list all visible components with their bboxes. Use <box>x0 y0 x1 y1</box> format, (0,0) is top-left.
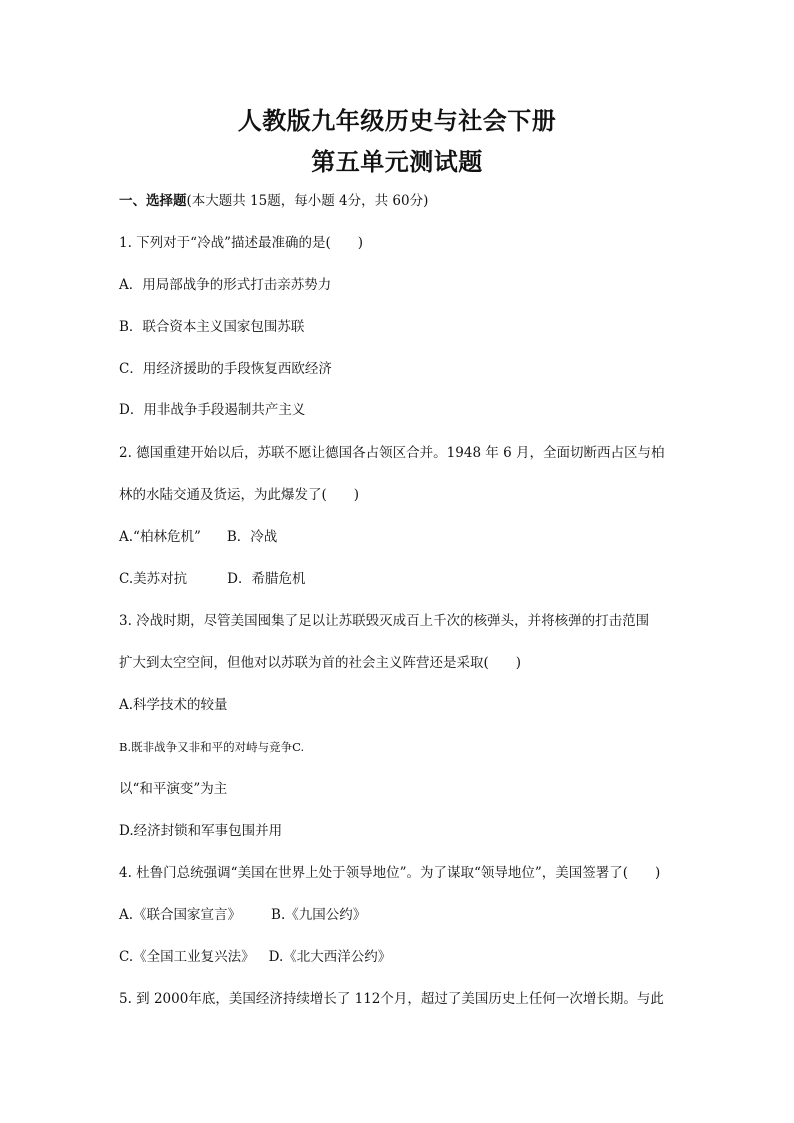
question-2-options-row-1 <box>119 528 277 546</box>
question-4-option-a: A.《联合国家宣言》 <box>119 907 242 923</box>
question-4-options-row-2 <box>119 948 391 966</box>
question-2-option-d: D．希腊危机 <box>227 571 306 587</box>
question-4-option-c: C.《全国工业复兴法》 <box>119 949 255 965</box>
question-3-stem-line-2: 扩大到太空空间，但他对以苏联为首的社会主义阵营还是采取( ) <box>119 655 522 671</box>
question-2-stem-line-2: 林的水陆交通及货运，为此爆发了( ) <box>119 487 360 503</box>
question-4-option-d: D.《北大西洋公约》 <box>268 949 392 965</box>
question-4-option-b: B.《九国公约》 <box>271 907 367 923</box>
question-5-stem-line-1: 5. 到 2000年底，美国经济持续增长了 112个月，超过了美国历史上任何一次增长期。与此 <box>119 991 664 1007</box>
question-2-option-c: C.美苏对抗 <box>119 571 188 587</box>
question-2-option-b: B．冷战 <box>226 529 278 545</box>
question-4-options-row-1 <box>119 906 366 924</box>
question-1-option-d: D．用非战争手段遏制共产主义 <box>119 402 306 418</box>
question-1-option-c: C．用经济援助的手段恢复西欧经济 <box>119 361 332 377</box>
section-heading <box>119 192 428 210</box>
question-1-option-b: B．联合资本主义国家包围苏联 <box>119 319 305 335</box>
question-3-option-c: 以“和平演变”为主 <box>119 781 228 797</box>
question-3-stem-line-1: 3. 冷战时期，尽管美国囤集了足以让苏联毁灭成百上千次的核弹头，并将核弹的打击范围 <box>119 613 650 629</box>
question-2-option-a: A.“柏林危机” <box>119 529 201 545</box>
question-2-options-row-2 <box>119 570 305 588</box>
page-subtitle: 第五单元测试题 <box>311 147 483 176</box>
section-label: 一、选择题 <box>119 193 187 209</box>
question-3-option-d: D.经济封锁和军事包围并用 <box>119 823 283 839</box>
question-1-option-a: A．用局部战争的形式打击亲苏势力 <box>119 277 332 293</box>
question-2-stem-line-1: 2. 德国重建开始以后，苏联不愿让德国各占领区合并。1948 年 6 月，全面切断西占区与柏 <box>119 445 665 461</box>
question-3-option-b: B.既非战争又非和平的对峙与竞争C. <box>119 740 305 754</box>
section-note: (本大题共 15题，每小题 4分，共 60分) <box>186 193 429 209</box>
page-title: 人教版九年级历史与社会下册 <box>237 106 557 135</box>
question-3-option-a: A.科学技术的较量 <box>119 697 228 713</box>
question-1-stem: 1. 下列对于“冷战”描述最准确的是( ) <box>119 235 364 251</box>
question-4-stem: 4. 杜鲁门总统强调“美国在世界上处于领导地位”。为了谋取“领导地位”，美国签署了( ) <box>119 865 661 881</box>
